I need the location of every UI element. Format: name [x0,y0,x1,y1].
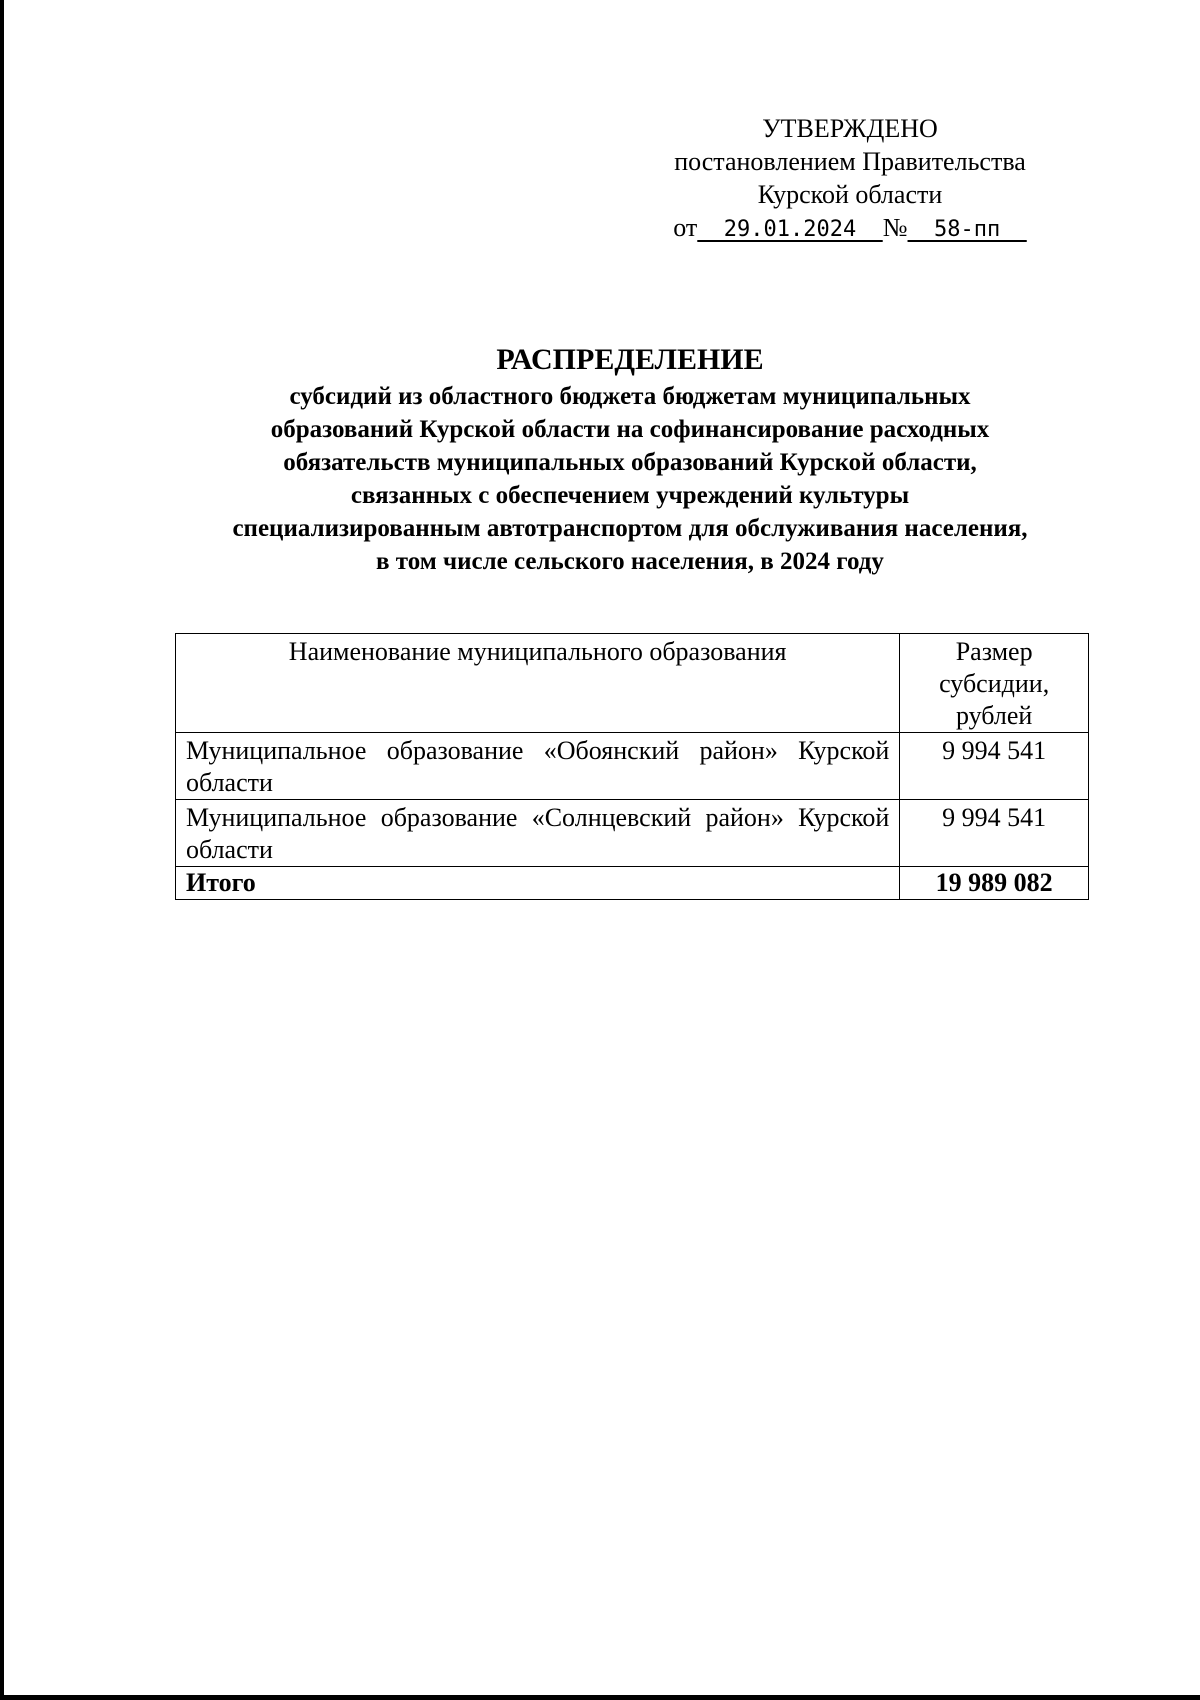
approval-date-line [640,211,1060,246]
date-prefix: от [673,213,698,242]
subsidy-amount: 9 994 541 [900,733,1089,800]
subtitle-line: обязательств муниципальных образований Курской области, [283,449,977,476]
approval-region: Курской области [757,180,943,209]
table-row [176,733,1089,800]
total-amount: 19 989 082 [900,867,1089,900]
table-header-row [176,634,1089,733]
total-label: Итого [176,867,900,900]
subtitle-line: в том числе сельского населения, в 2024 году [376,548,884,575]
approval-number: 58-пп [907,217,1027,242]
table-row [176,800,1089,867]
table-total-row [176,867,1089,900]
approval-date: 29.01.2024 [697,217,883,242]
subtitle-line: связанных с обеспечением учреждений культуры [350,482,910,509]
subtitle-line: образований Курской области на софинансирование расходных [270,416,990,443]
document-title-block [150,340,1110,578]
municipality-name: Муниципальное образование «Обоянский район» Курской области [176,733,900,800]
subtitle-line: специализированным автотранспортом для обслуживания населения, [232,515,1028,542]
subsidy-amount: 9 994 541 [900,800,1089,867]
scan-edge-left [0,0,4,1700]
header-amount-line: субсидии, [939,669,1050,698]
municipality-name: Муниципальное образование «Солнцевский район» Курской области [176,800,900,867]
approval-stamp [640,112,1060,246]
header-amount-line: рублей [955,701,1033,730]
header-municipality-name: Наименование муниципального образования [176,634,900,733]
subsidy-table [175,633,1089,900]
number-prefix: № [882,213,908,242]
scan-edge-bottom [0,1695,1200,1700]
header-amount-line: Размер [955,637,1033,666]
approval-issuer: постановлением Правительства [674,147,1026,176]
document-title: РАСПРЕДЕЛЕНИЕ [496,343,764,376]
header-subsidy-amount [900,634,1089,733]
approval-heading: УТВЕРЖДЕНО [762,114,938,143]
subtitle-line: субсидий из областного бюджета бюджетам муниципальных [289,383,971,410]
